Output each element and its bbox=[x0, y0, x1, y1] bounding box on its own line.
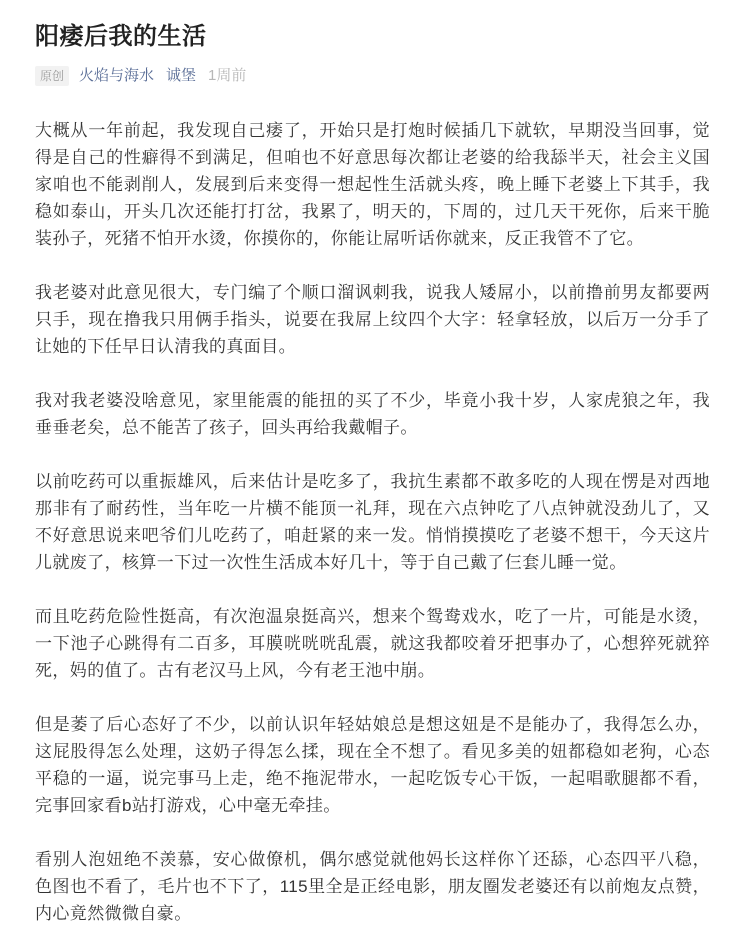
article-paragraph: 以前吃药可以重振雄风，后来估计是吃多了，我抗生素都不敢多吃的人现在愣是对西地那非有了耐药性，当年吃一片横不能顶一礼拜，现在六点钟吃了八点钟就没劲儿了，又不好意思说来吧爷们儿吃药了，咱赶紧的来一发。悄悄摸摸吃了老婆不想干，今天这片儿就废了，核算一下过一次性生活成本好几十，等于自己戴了仨套儿睡一觉。 bbox=[35, 472, 710, 573]
account-name-link[interactable]: 火焰与海水 bbox=[79, 67, 155, 85]
article-body bbox=[35, 117, 710, 927]
article-paragraph: 我对我老婆没啥意见，家里能震的能扭的买了不少，毕竟小我十岁，人家虎狼之年，我垂垂老矣，总不能苦了孩子，回头再给我戴帽子。 bbox=[35, 391, 710, 438]
article-paragraph: 我老婆对此意见很大，专门编了个顺口溜讽刺我，说我人矮屌小，以前撸前男友都要两只手，现在撸我只用俩手指头，说要在我屌上纹四个大字：轻拿轻放，以后万一分手了让她的下任早日认清我的真面目。 bbox=[35, 283, 710, 357]
article-meta bbox=[35, 66, 710, 86]
article-title: 阳痿后我的生活 bbox=[35, 23, 207, 50]
author-name-link[interactable]: 诚堡 bbox=[166, 67, 197, 85]
publish-time: 1周前 bbox=[208, 67, 247, 85]
original-badge: 原创 bbox=[35, 66, 69, 86]
article-paragraph: 而且吃药危险性挺高，有次泡温泉挺高兴，想来个鸳鸯戏水，吃了一片，可能是水烫，一下池子心跳得有二百多，耳膜咣咣咣乱震，就这我都咬着牙把事办了，心想猝死就猝死，妈的值了。古有老汉马上风，今有老王池中崩。 bbox=[35, 607, 710, 681]
article-paragraph: 看别人泡妞绝不羡慕，安心做僚机，偶尔感觉就他妈长这样你丫还舔，心态四平八稳，色图也不看了，毛片也不下了，115里全是正经电影，朋友圈发老婆还有以前炮友点赞，内心竟然微微自豪。 bbox=[35, 850, 710, 924]
article-paragraph: 大概从一年前起，我发现自己痿了，开始只是打炮时候插几下就软，早期没当回事，觉得是自己的性癖得不到满足，但咱也不好意思每次都让老婆的给我舔半天，社会主义国家咱也不能剥削人，发展到后来变得一想起性生活就头疼，晚上睡下老婆上下其手，我稳如泰山，开头几次还能打打岔，我累了，明天的，下周的，过几天干死你，后来干脆装孙子，死猪不怕开水烫，你摸你的，你能让屌听话你就来，反正我管不了它。 bbox=[35, 121, 710, 249]
article-paragraph: 但是萎了后心态好了不少，以前认识年轻姑娘总是想这妞是不是能办了，我得怎么办，这屁股得怎么处理，这奶子得怎么揉，现在全不想了。看见多美的妞都稳如老狗，心态平稳的一逼，说完事马上走，绝不拖泥带水，一起吃饭专心干饭，一起唱歌腿都不看，完事回家看b站打游戏，心中毫无牵挂。 bbox=[35, 715, 710, 816]
